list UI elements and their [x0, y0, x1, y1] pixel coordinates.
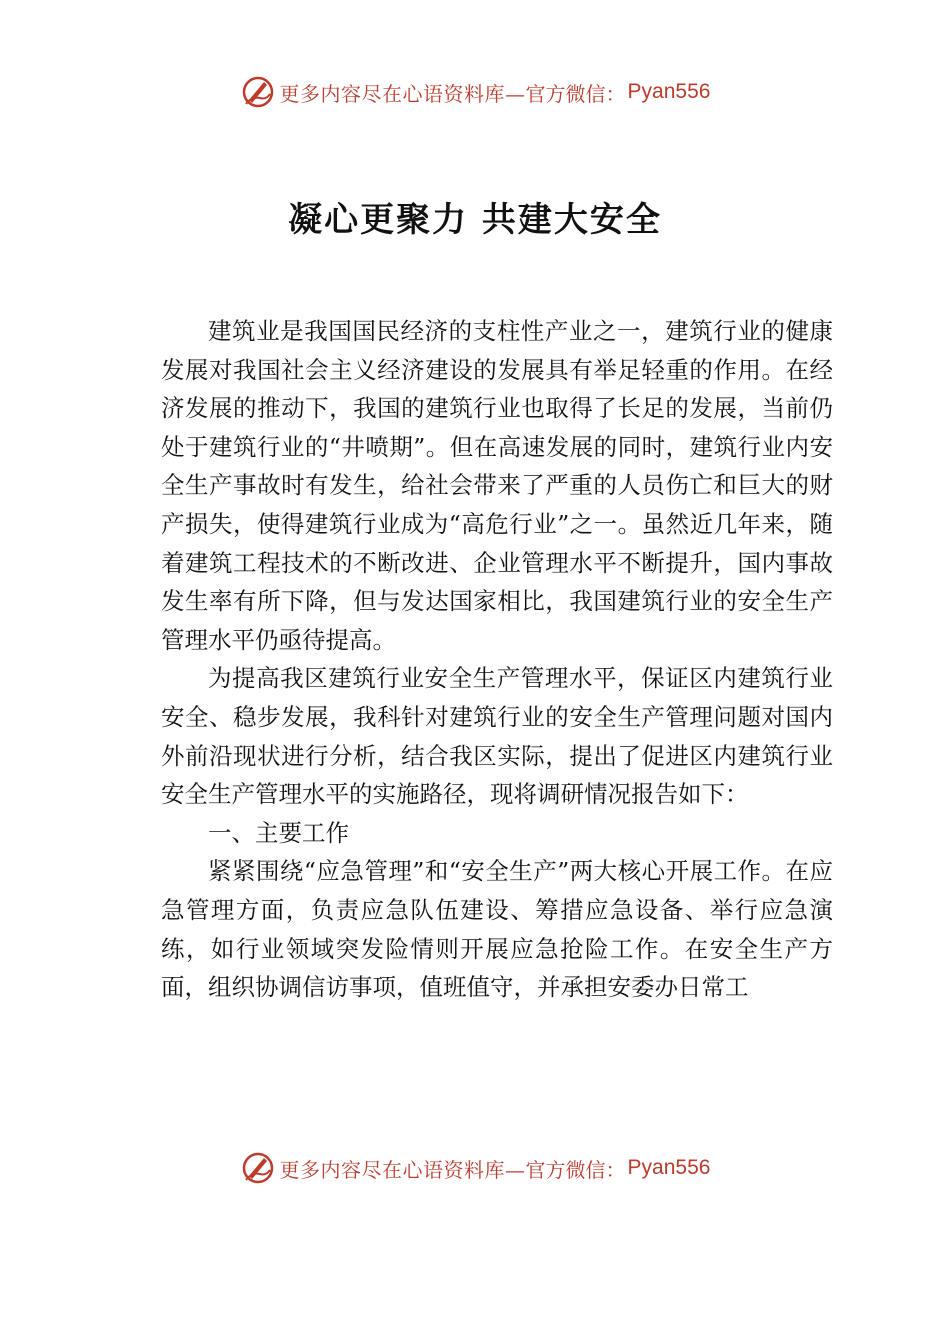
document-body — [161, 312, 833, 1007]
header-wechat-label: 官方微信： — [525, 81, 626, 106]
footer-wechat-id: Pyan556 — [627, 1156, 711, 1179]
document-title: 凝心更聚力 共建大安全 — [288, 200, 662, 240]
header-wechat-id: Pyan556 — [627, 80, 711, 103]
footer-banner — [0, 1146, 950, 1190]
paragraph-main-work: 紧紧围绕“应急管理”和“安全生产”两大核心开展工作。在应急管理方面，负责应急队伍建设、筹措应急设备、举行应急演练，如行业领域突发险情则开展应急抢险工作。在安全生产方面，组织协调信访事项，值班值守，并承担安委办日常工 — [161, 857, 833, 1002]
paragraph-intro: 建筑业是我国国民经济的支柱性产业之一，建筑行业的健康发展对我国社会主义经济建设的发展具有举足轻重的作用。在经济发展的推动下，我国的建筑行业也取得了长足的发展，当前仍处于建筑行业的“井喷期”。但在高速发展的同时，建筑行业内安全生产事故时有发生，给社会带来了严重的人员伤亡和巨大的财产损失，使得建筑行业成为“高危行业”之一。虽然近几年来，随着建筑工程技术的不断改进、企业管理水平不断提升，国内事故发生率有所下降，但与发达国家相比，我国建筑行业的安全生产管理水平仍亟待提高。 — [161, 317, 833, 654]
footer-site-text: 更多内容尽在心语资料库— — [279, 1157, 526, 1182]
section-heading: 一、主要工作 — [208, 818, 349, 847]
paragraph-purpose: 为提高我区建筑行业安全生产管理水平，保证区内建筑行业安全、稳步发展，我科针对建筑行业的安全生产管理问题对国内外前沿现状进行分析，结合我区实际，提出了促进区内建筑行业安全生产管理水平的实施路径，现将调研情况报告如下： — [161, 664, 833, 809]
header-site-text: 更多内容尽在心语资料库— — [279, 81, 526, 106]
footer-wechat-label: 官方微信： — [525, 1157, 626, 1182]
header-banner — [0, 70, 950, 114]
library-logo-icon — [240, 1150, 276, 1186]
library-logo-icon — [240, 74, 276, 110]
